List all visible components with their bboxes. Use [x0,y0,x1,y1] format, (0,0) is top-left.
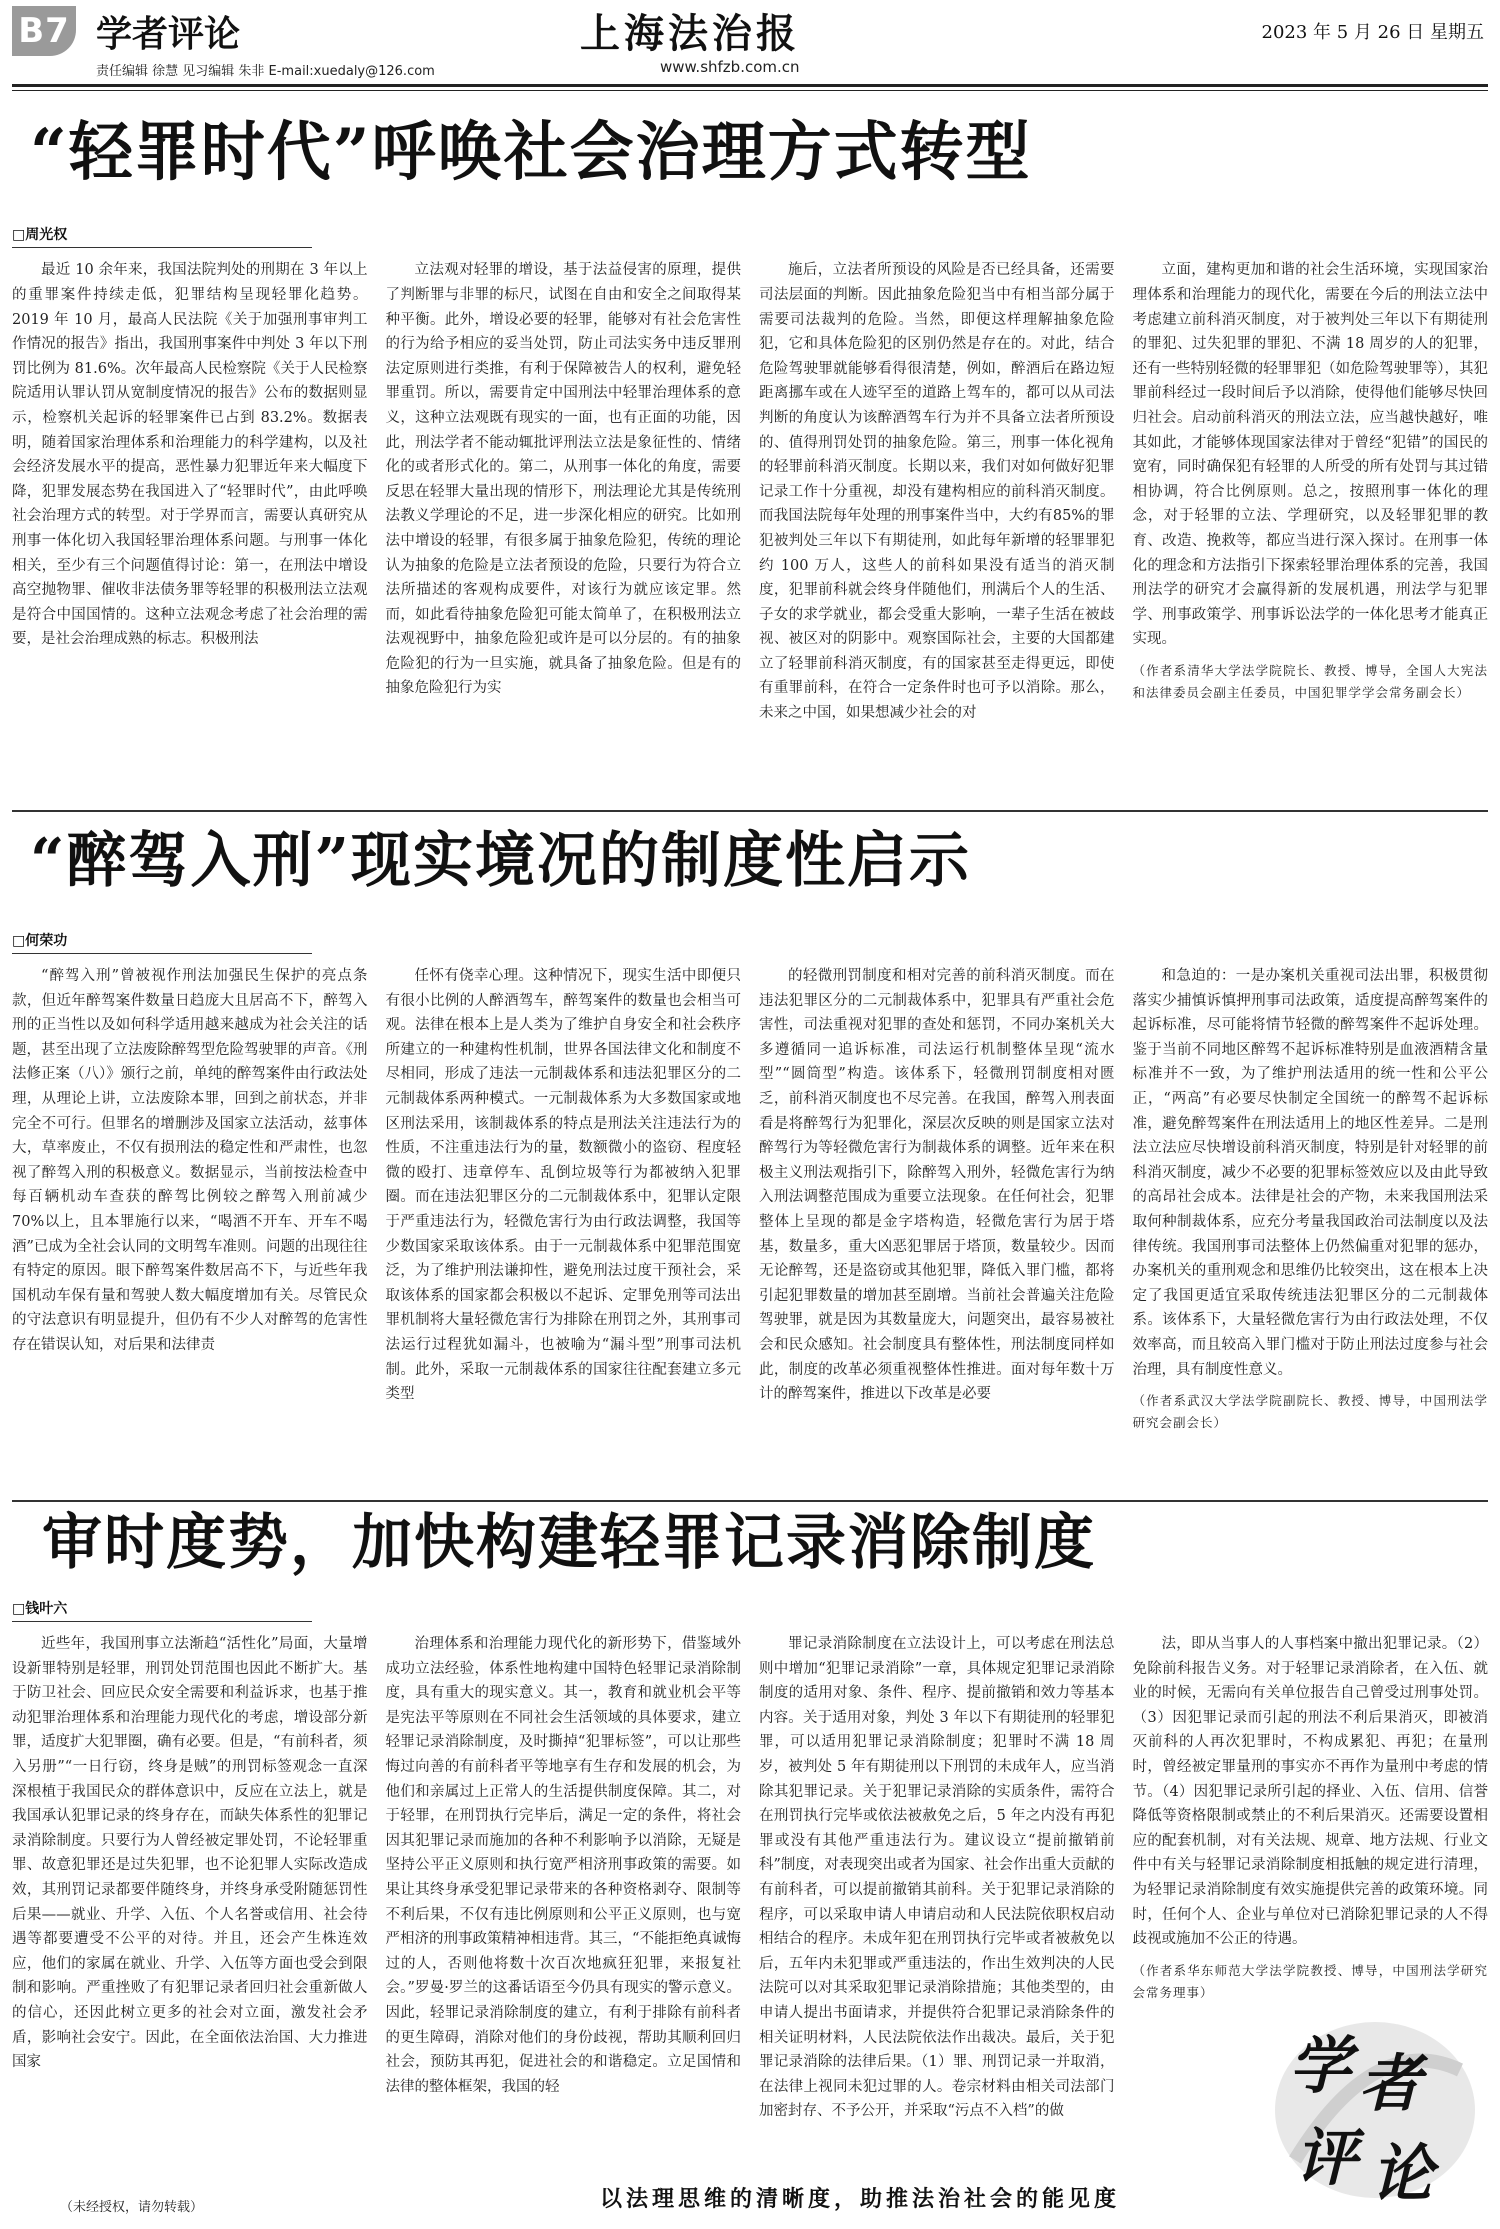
publication-date: 2023 年 5 月 26 日 星期五 [1261,22,1484,43]
article-columns [12,258,1488,788]
newspaper-name: 上海法治报 [580,10,800,57]
editor-credits: 责任编辑 徐慧 见习编辑 朱非 E-mail:xuedaly@126.com [96,64,435,79]
article-column: 罪记录消除制度在立法设计上，可以考虑在刑法总则中增加“犯罪记录消除”一章，具体规定犯罪记录消除制度的适用对象、条件、程序、提前撤销和效力等基本内容。关于适用对象，判处 3 年以下有期徒刑的轻罪犯罪，可以适用犯罪记录消除制度；犯罪时不满 18 周岁，被判处 5 年有期徒刑以下刑罚的未成年人，应当消除其犯罪记录。关于犯罪记录消除的实质条件，需符合在刑罚执行完毕或依法被赦免之后，5 年之内没有再犯罪或没有其他严重违法行为。建议设立“提前撤销前科”制度，对表现突出或者为国家、社会作出重大贡献的有前科者，可以提前撤销其前科。关于犯罪记录消除的程序，可以采取申请人申请启动和人民法院依职权启动相结合的程序。未成年犯在刑罚执行完毕或者被赦免以后，五年内未犯罪或严重违法的，作出生效判决的人民法院可以对其采取犯罪记录消除措施；其他类型的，由申请人提出书面请求，并提供符合犯罪记录消除条件的相关证明材料，人民法院依法作出裁决。最后，关于犯罪记录消除的法律后果。（1）罪、刑罚记录一并取消，在法律上视同未犯过罪的人。卷宗材料由相关司法部门加密封存、不予公开，并采取“污点不入档”的做 [759,1636,1115,2120]
logo-character: 评 [1295,2121,1358,2194]
article-columns [12,964,1488,1524]
article-column: 立面，建构更加和谐的社会生活环境，实现国家治理体系和治理能力的现代化，需要在今后的刑法立法中考虑建立前科消灭制度，对于被判处三年以下有期徒刑的罪犯、过失犯罪的罪犯、不满 18 周岁的人的犯罪，还有一些特别轻微的轻罪罪犯（如危险驾驶罪等），其犯罪前科经过一段时间后予以消除，使得他们能够尽快回归社会。启动前科消灭的刑法立法，应当越快越好，唯其如此，才能够体现国家法律对于曾经“犯错”的国民的宽宥，同时确保犯有轻罪的人所受的所有处罚与其过错相协调，符合比例原则。总之，按照刑事一体化的理念，对于轻罪的立法、学理研究，以及轻罪犯罪的教育、改造、挽救等，都应当进行深入探讨。在刑事一体化的理念和方法指引下探索轻罪治理体系的完善，我国刑法学的研究才会赢得新的发展机遇，刑法学与犯罪学、刑事政策学、刑事诉讼法学的一体化思考才能真正实现。 （作者系清华大学法学院院长、教授、博导，全国人大宪法和法律委员会副主任委员，中国犯罪学学会常务副会长） [1133,258,1489,788]
article-column: 近些年，我国刑事立法渐趋“活性化”局面，大量增设新罪特别是轻罪，刑罚处罚范围也因此不断扩大。基于防卫社会、回应民众安全需要和利益诉求，也基于推动犯罪治理体系和治理能力现代化的考虑，增设部分新罪，适度扩大犯罪圈，确有必要。但是，“有前科者，须入另册”“一日行窃，终身是贼”的刑罚标签观念一直深深根植于我国民众的群体意识中，反应在立法上，就是我国承认犯罪记录的终身存在，而缺失体系性的犯罪记录消除制度。只要行为人曾经被定罪处罚，不论轻罪重罪、故意犯罪还是过失犯罪，也不论犯罪人实际改造成效，其刑罚记录都要伴随终身，并终身承受附随惩罚性后果——就业、升学、入伍、个人名誉或信用、社会待遇等都要遭受不公平的对待。并且，还会产生株连效应，他们的家属在就业、升学、入伍等方面也受会到限制和影响。严重挫败了有犯罪记录者回归社会重新做人的信心，还因此树立更多的社会对立面，激发社会矛盾，影响社会安宁。因此，在全面依法治国、大力推进国家 [12,1636,368,2071]
masthead [0,0,1500,96]
article-byline: □周光权 [12,224,312,248]
author-note: （作者系武汉大学法学院副院长、教授、博导，中国刑法学研究会副会长） [1132,1393,1488,1431]
logo-character: 学 [1289,2029,1352,2102]
article-column: 施后，立法者所预设的风险是否已经具备，还需要司法层面的判断。因此抽象危险犯当中有相当部分属于需要司法裁判的危险。当然，即便这样理解抽象危险犯，它和具体危险犯的区别仍然是存在的。对此，结合危险驾驶罪就能够看得很清楚，例如，醉酒后在路边短距离挪车或在人迹罕至的道路上驾车的，都可以从司法判断的角度认为该醉酒驾车行为并不具备立法者所预设的、值得刑罚处罚的抽象危险。第三，刑事一体化视角的轻罪前科消灭制度。长期以来，我们对如何做好犯罪记录工作十分重视，却没有建构相应的前科消灭制度。而我国法院每年处理的刑事案件当中，大约有85%的罪犯被判处三年以下有期徒刑，如此每年新增的轻罪罪犯约 100 万人，这些人的前科如果没有适当的消灭制度，犯罪前科就会终身伴随他们，刑满后个人的生活、子女的求学就业，都会受重大影响，一辈子生活在被歧视、被区对的阴影中。观察国际社会，主要的大国都建立了轻罪前科消灭制度，有的国家甚至走得更远，即使有重罪前科，在符合一定条件时也可予以消除。那么，未来之中国，如果想减少社会的对 [759,262,1115,722]
article-column: 的轻微刑罚制度和相对完善的前科消灭制度。而在违法犯罪区分的二元制裁体系中，犯罪具有严重社会危害性，司法重视对犯罪的查处和惩罚，不同办案机关大多遵循同一追诉标准，司法运行机制整体呈现“流水型”“圆筒型”构造。该体系下，轻微刑罚制度相对匮乏，前科消灭制度也不尽完善。在我国，醉驾入刑表面看是将醉驾行为犯罪化，深层次反映的则是国家立法对醉驾行为等轻微危害行为制裁体系的调整。近年来在积极主义刑法观指引下，除醉驾入刑外，轻微危害行为纳入刑法调整范围成为重要立法现象。在任何社会，犯罪整体上呈现的都是金字塔构造，轻微危害行为居于塔基，数量多，重大凶恶犯罪居于塔顶，数量较少。因而无论醉驾，还是盗窃或其他犯罪，降低入罪门槛，都将引起犯罪数量的增加甚至剧增。当前社会普遍关注危险驾驶罪，就是因为其数量庞大，问题突出，最容易被社会和民众感知。社会制度具有整体性，刑法制度同样如此，制度的改革必须重视整体性推进。面对每年数十万计的醉驾案件，推进以下改革是必要 [759,968,1115,1403]
article-separator [12,1500,1488,1502]
page-number-tab: B7 [12,6,76,56]
article-headline: 审时度势，加快构建轻罪记录消除制度 [42,1508,1096,1578]
page-slogan: 以法理思维的清晰度，助推法治社会的能见度 [600,2186,1121,2212]
article-1 [12,115,1488,788]
article-column: 任怀有侥幸心理。这种情况下，现实生活中即便只有很小比例的人醉酒驾车，醉驾案件的数量也会相当可观。法律在根本上是人类为了维护自身安全和社会秩序所建立的一种建构性机制，世界各国法律文化和制度不尽相同，形成了违法一元制裁体系和违法犯罪区分的二元制裁体系两种模式。一元制裁体系为大多数国家或地区刑法采用，该制裁体系的特点是刑法关注违法行为的性质，不注重违法行为的量，数额微小的盗窃、程度轻微的殴打、违章停车、乱倒垃圾等行为都被纳入犯罪圈。而在违法犯罪区分的二元制裁体系中，犯罪认定限于严重违法行为，轻微危害行为由行政法调整，我国等少数国家采取该体系。由于一元制裁体系中犯罪范围宽泛，为了维护刑法谦抑性，避免刑法过度干预社会，采取该体系的国家都会积极以不起诉、定罪免刑等司法出罪机制将大量轻微危害行为排除在刑罚之外，其刑事司法运行过程犹如漏斗，也被喻为“漏斗型”刑事司法机制。此外，采取一元制裁体系的国家往往配套建立多元类型 [385,968,741,1403]
masthead-rule-thin [12,90,1488,91]
article-column: 最近 10 余年来，我国法院判处的刑期在 3 年以上的重罪案件持续走低，犯罪结构呈现轻罪化趋势。2019 年 10 月，最高人民法院《关于加强刑事审判工作情况的报告》指出，我国刑事案件中判处 3 年以下刑罚比例为 81.6%。次年最高人民检察院《关于人民检察院适用认罪认罚从宽制度情况的报告》公布的数据则显示，检察机关起诉的轻罪案件已占到 83.2%。数据表明，随着国家治理体系和治理能力的科学建构，以及社会经济发展水平的提高，恶性暴力犯罪近年来大幅度下降，犯罪发展态势在我国进入了“轻罪时代”，由此呼唤社会治理方式的转型。对于学界而言，需要认真研究从刑事一体化切入我国轻罪治理体系问题。与刑事一体化相关，至少有三个问题值得讨论：第一，在刑法中增设高空抛物罪、催收非法债务罪等轻罪的积极刑法立法观是符合中国国情的。这种立法观念考虑了社会治理的需要，是社会治理成熟的标志。积极刑法 [12,262,368,648]
newspaper-url: www.shfzb.com.cn [660,58,800,76]
reprint-notice: （未经授权，请勿转载） [60,2200,204,2215]
article-column: 立法观对轻罪的增设，基于法益侵害的原理，提供了判断罪与非罪的标尺，试图在自由和安全之间取得某种平衡。此外，增设必要的轻罪，能够对有社会危害性的行为给予相应的妥当处罚，防止司法实务中违反罪刑法定原则进行类推，有利于保障被告人的权利，避免轻罪重罚。所以，需要肯定中国刑法中轻罪治理体系的意义，这种立法观既有现实的一面，也有正面的功能，因此，刑法学者不能动辄批评刑法立法是象征性的、情绪化的或者形式化的。第二，从刑事一体化的角度，需要反思在轻罪大量出现的情形下，刑法理论尤其是传统刑法教义学理论的不足，进一步深化相应的研究。比如刑法中增设的轻罪，有很多属于抽象危险犯，传统的理论认为抽象的危险是立法者预设的危险，只要行为符合立法所描述的客观构成要件，对该行为就应该定罪。然而，如此看待抽象危险犯可能太简单了，在积极刑法立法观视野中，抽象危险犯或许是可以分层的。有的抽象危险犯的行为一旦实施，就具备了抽象危险。但是有的抽象危险犯行为实 [385,262,741,697]
article-byline: □何荣功 [12,930,312,954]
article-column: 法，即从当事人的人事档案中撤出犯罪记录。（2）免除前科报告义务。对于轻罪记录消除者，在入伍、就业的时候，无需向有关单位报告自己曾受过刑事处罚。（3）因犯罪记录而引起的刑法不利后果消灭，即被消灭前科的人再次犯罪时，不构成累犯、再犯；在量刑时，曾经被定罪量刑的事实亦不再作为量刑中考虑的情节。（4）因犯罪记录所引起的择业、入伍、信用、信誉降低等资格限制或禁止的不利后果消灭。还需要设置相应的配套机制，对有关法规、规章、地方法规、行业文件中有关与轻罪记录消除制度相抵触的规定进行清理，为轻罪记录消除制度有效实施提供完善的政策环境。同时，任何个人、企业与单位对已消除犯罪记录的人不得歧视或施加不公正的待遇。 （作者系华东师范大学法学院教授、博导，中国刑法学研究会常务理事） [1133,1632,1489,1962]
section-title: 学者评论 [96,14,241,55]
logo-character: 论 [1371,2137,1434,2210]
article-headline: “醉驾入刑”现实境况的制度性启示 [30,826,972,896]
article-headline: “轻罪时代”呼唤社会治理方式转型 [30,115,1032,190]
article-column: 和急迫的：一是办案机关重视司法出罪，积极贯彻落实少捕慎诉慎押刑事司法政策，适度提高醉驾案件的起诉标准，尽可能将情节轻微的醉驾案件不起诉处理。鉴于当前不同地区醉驾不起诉标准特别是血液酒精含量标准并不一致，为了维护刑法适用的统一性和公平公正，“两高”有必要尽快制定全国统一的醉驾不起诉标准，避免醉驾案件在刑法适用上的地区性差异。二是刑法立法应尽快增设前科消灭制度，特别是针对轻罪的前科消灭制度，减少不必要的犯罪标签效应以及由此导致的高昂社会成本。法律是社会的产物，未来我国刑法采取何种制裁体系，应充分考量我国政治司法制度以及法律传统。我国刑事司法整体上仍然偏重对犯罪的惩办，办案机关的重刑观念和思维仍比较突出，这在根本上决定了我国更适宜采取传统违法犯罪区分的二元制裁体系。该体系下，大量轻微危害行为由行政法处理，不仅效率高，而且较高入罪门槛对于防止刑法过度参与社会治理，具有制度性意义。 （作者系武汉大学法学院副院长、教授、博导，中国刑法学研究会副会长） [1133,964,1489,1524]
author-note: （作者系清华大学法学院院长、教授、博导，全国人大宪法和法律委员会副主任委员，中国犯罪学学会常务副会长） [1132,662,1488,700]
author-note: （作者系华东师范大学法学院教授、博导，中国刑法学研究会常务理事） [1132,1962,1488,2000]
article-2 [12,828,1488,1524]
logo-character: 者 [1359,2047,1422,2120]
article-column: 治理体系和治理能力现代化的新形势下，借鉴域外成功立法经验，体系性地构建中国特色轻罪记录消除制度，具有重大的现实意义。其一，教育和就业机会平等是宪法平等原则在不同社会生活领域的具体要求，建立轻罪记录消除制度，及时撕掉“犯罪标签”，可以让那些悔过向善的有前科者平等地享有生存和发展的机会，为他们和亲属过上正常人的生活提供制度保障。其二，对于轻罪，在刑罚执行完毕后，满足一定的条件，将社会因其犯罪记录而施加的各种不利影响予以消除，无疑是坚持公平正义原则和执行宽严相济刑事政策的需要。如果让其终身承受犯罪记录带来的各种资格剥夺、限制等不利后果，不仅有违比例原则和公平正义原则，也与宽严相济的刑事政策精神相违背。其三，“不能拒绝真诚悔过的人，否则他将数十次百次地疯狂犯罪，来报复社会。”罗曼·罗兰的这番话语至今仍具有现实的警示意义。因此，轻罪记录消除制度的建立，有利于排除有前科者的更生障碍，消除对他们的身份歧视，帮助其顺利回归社会，预防其再犯，促进社会的和谐稳定。立足国情和法律的整体框架，我国的轻 [385,1636,741,2095]
masthead-rule [12,84,1488,87]
section-logo [1265,2010,1480,2210]
article-byline: □钱叶六 [12,1598,312,1622]
article-separator [12,810,1488,812]
article-column: “醉驾入刑”曾被视作刑法加强民生保护的亮点条款，但近年醉驾案件数量日趋庞大且居高不下，醉驾入刑的正当性以及如何科学适用越来越成为社会关注的话题，甚至出现了立法废除醉驾型危险驾驶罪的声音。《刑法修正案（八）》颁行之前，单纯的醉驾案件由行政法处理，从理论上讲，立法废除本罪，回到之前状态，并非完全不可行。但罪名的增删涉及国家立法活动，兹事体大，草率废止，不仅有损刑法的稳定性和严肃性，也忽视了醉驾入刑的积极意义。数据显示，当前按法检查中每百辆机动车查获的醉驾比例较之醉驾入刑前减少 70%以上，且本罪施行以来，“喝酒不开车、开车不喝酒”已成为全社会认同的文明驾车准则。问题的出现往往有特定的原因。眼下醉驾案件数居高不下，与近些年我国机动车保有量和驾驶人数大幅度增加有关。尽管民众的守法意识有明显提升，但仍有不少人对醉驾的危害性存在错误认知，对后果和法律责 [12,968,368,1353]
